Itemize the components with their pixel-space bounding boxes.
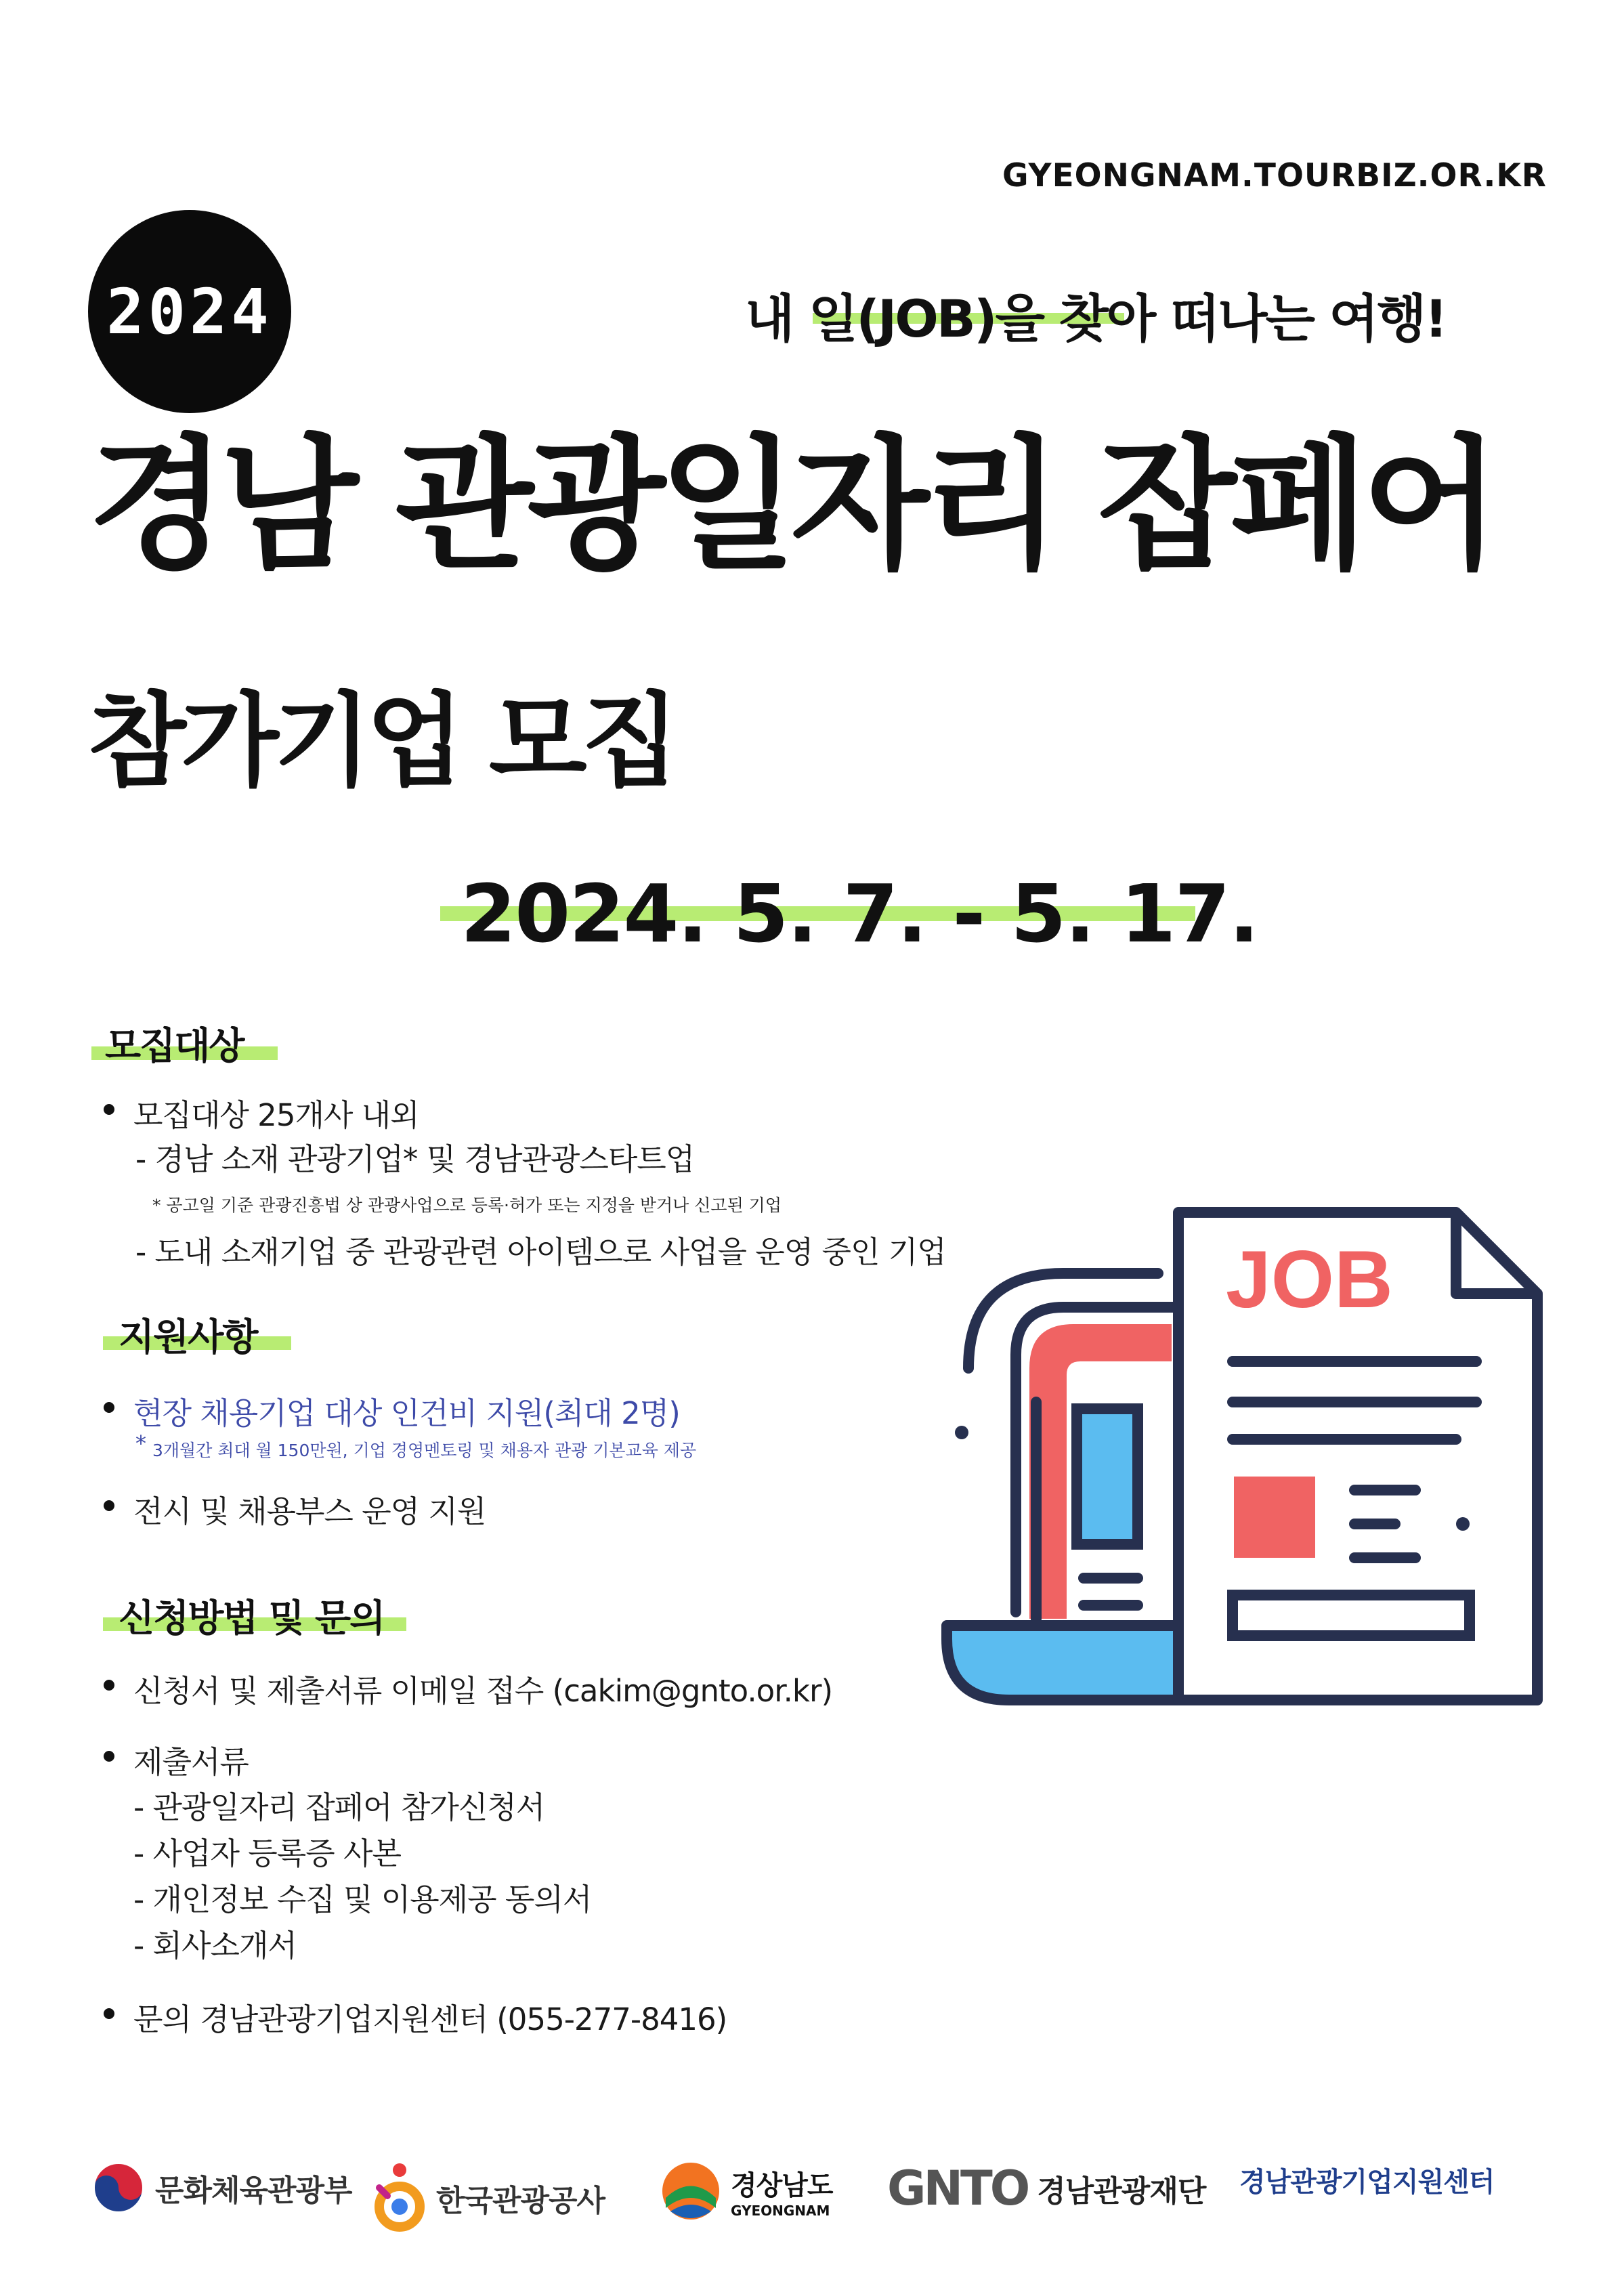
blue-block	[1077, 1409, 1138, 1544]
logo-kto-text: 한국관광공사	[436, 2184, 605, 2218]
logo-mcst-text: 문화체육관광부	[155, 2173, 352, 2208]
logo-gyeongnam-texts	[731, 2164, 833, 2219]
logo-gnto-mark: GNTO	[887, 2161, 1028, 2216]
taegeuk-icon	[91, 2161, 146, 2215]
page-title: 경남 관광일자리 잡페어	[88, 421, 1494, 589]
recruit-line-2: - 경남 소재 관광기업* 및 경남관광스타트업	[135, 1141, 695, 1177]
doc-item-1: - 관광일자리 잡페어 참가신청서	[133, 1789, 545, 1825]
date-range: 2024. 5. 7. - 5. 17.	[461, 867, 1258, 960]
logo-gyeongnam-sub: GYEONGNAM	[731, 2202, 830, 2219]
recruit-line-3: - 도내 소재기업 중 관광관련 아이템으로 사업을 운영 중인 기업	[135, 1234, 946, 1270]
logo-center-text: 경남관광기업지원센터	[1239, 2167, 1495, 2198]
gyeongnam-emblem-icon	[660, 2161, 721, 2222]
logo-kto	[372, 2161, 605, 2235]
website-url: GYEONGNAM.TOURBIZ.OR.KR	[1002, 157, 1547, 194]
logo-gyeongnam-text: 경상남도	[731, 2169, 833, 2201]
docs-title: 제출서류	[133, 1737, 249, 1781]
logo-gnto-text: 경남관광재단	[1037, 2174, 1206, 2209]
apply-line-1: 신청서 및 제출서류 이메일 접수 (cakim@gnto.or.kr)	[133, 1666, 832, 1710]
tray-shape	[947, 1626, 1192, 1700]
logo-gnto	[887, 2161, 1205, 2216]
doc-dot	[1456, 1517, 1470, 1531]
recruit-note: * 공고일 기준 관광진흥법 상 관광사업으로 등록·허가 또는 지정을 받거나 신고된 기업	[152, 1195, 782, 1215]
support-note: 3개월간 최대 월 150만원, 기업 경영멘토링 및 채용자 관광 기본교육 제공	[152, 1441, 697, 1460]
contact-line: 문의 경남관광기업지원센터 (055-277-8416)	[133, 1995, 727, 2039]
dot-decoration	[955, 1426, 968, 1439]
support-note-asterisk: *	[135, 1430, 146, 1456]
logo-gyeongnam	[660, 2161, 833, 2222]
support-line-2: 전시 및 채용부스 운영 지원	[133, 1487, 486, 1531]
logo-center	[1239, 2161, 1494, 2199]
support-heading: 지원사항	[119, 1315, 257, 1359]
recruit-heading: 모집대상	[105, 1024, 244, 1067]
logo-mcst	[91, 2161, 352, 2215]
tagline-text: 내 일(JOB)을 찾아 떠나는 여행!	[745, 289, 1446, 349]
job-label: JOB	[1226, 1234, 1393, 1325]
doc-item-2: - 사업자 등록증 사본	[133, 1835, 401, 1871]
job-document-illustration	[935, 1199, 1544, 1727]
red-square	[1234, 1477, 1315, 1558]
doc-item-4: - 회사소개서	[133, 1928, 297, 1964]
apply-heading: 신청방법 및 문의	[119, 1596, 385, 1640]
recruit-line-1: 모집대상 25개사 내외	[133, 1090, 419, 1134]
page-subtitle: 참가기업 모집	[88, 683, 675, 801]
year-badge: 2024	[88, 210, 291, 413]
support-line-1: 현장 채용기업 대상 인건비 지원(최대 2명)	[133, 1388, 680, 1432]
kto-figure-icon	[372, 2161, 427, 2235]
doc-item-3: - 개인정보 수집 및 이용제공 동의서	[133, 1882, 592, 1917]
tagline	[745, 278, 1446, 352]
